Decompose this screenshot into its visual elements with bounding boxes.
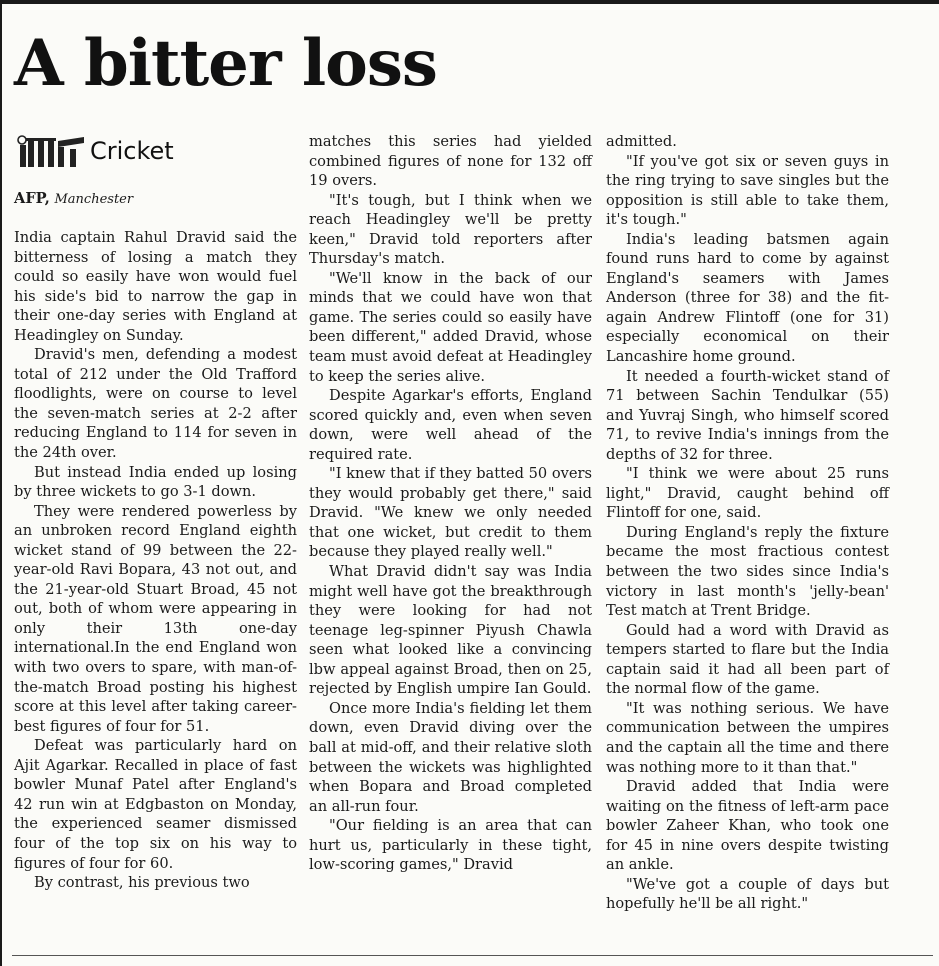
paragraph: "Our fielding is an area that can hurt us, particularly in these tight, low-scoring games," Dravid [309, 817, 592, 874]
paragraph: By contrast, his previous two [34, 874, 250, 892]
paragraph: Gould had a word with Dravid as tempers started to flare but the India captain said it had all been part of the normal flow of the game. [606, 621, 889, 698]
byline [14, 190, 133, 207]
paragraph: "We've got a couple of days but hopefully he'll be all right." [606, 875, 889, 913]
paragraph: They were rendered powerless by an unbroken record England eighth wicket stand of 99 between the 22-year-old Ravi Bopara, 43 not out, and the 21-year-old Stuart Broad, 45 not out, both of whom were appearing in only their 13th one-day international.In the end England won with two overs to spare, with man-of-the-match Broad posting his highest score at this level after taking career-best figures of four for 51. [14, 502, 297, 735]
paragraph: It needed a fourth-wicket stand of 71 between Sachin Tendulkar (55) and Yuvraj Singh, who himself scored 71, to revive India's innings from the depths of 32 for three. [606, 367, 889, 463]
byline-source: AFP, [14, 190, 50, 207]
paragraph: matches this series had yielded combined figures of none for 132 off 19 overs. [309, 133, 592, 190]
paragraph: But instead India ended up losing by three wickets to go 3-1 down. [14, 463, 297, 501]
paragraph: "We'll know in the back of our minds that we could have won that game. The series could so easily have been different," added Dravid, whose team must avoid defeat at Headingley to keep the series alive. [309, 269, 592, 385]
paragraph: Once more India's fielding let them down, even Dravid diving over the ball at mid-off, and their relative sloth between the wickets was highlighted when Bopara and Broad completed an all-run four. [309, 699, 592, 815]
column-3 [606, 132, 889, 914]
paragraph: Dravid's men, defending a modest total of 212 under the Old Trafford floodlights, were on course to level the seven-match series at 2-2 after reducing England to 114 for seven in the 24th over. [14, 346, 297, 462]
column-2 [309, 132, 592, 875]
paragraph: "It was nothing serious. We have communication between the umpires and the captain all the time and there was nothing more to it than that." [606, 699, 889, 776]
paragraph: Dravid added that India were waiting on the fitness of left-arm pace bowler Zaheer Khan, who took one for 45 in nine overs despite twisting an ankle. [606, 778, 889, 874]
column-1-text [14, 228, 297, 893]
paragraph: "If you've got six or seven guys in the ring trying to save singles but the opposition is still able to take them, it's tough." [606, 152, 889, 229]
paragraph: "I knew that if they batted 50 overs they would probably get there," said Dravid. "We knew we only needed that one wicket, but credit to them because they played really well." [309, 465, 592, 561]
paragraph: During England's reply the fixture became the most fractious contest between the two sides since India's victory in last month's 'jelly-bean' Test match at Trent Bridge. [606, 523, 889, 620]
paragraph: India captain Rahul Dravid said the bitterness of losing a match they could so easily have won would fuel his side's bid to narrow the gap in their one-day series with England at Headingley on Sunday. [14, 229, 297, 344]
paragraph: Defeat was particularly hard on Ajit Agarkar. Recalled in place of fast bowler Munaf Patel after England's 42 run win at Edgbaston on Monday, the experienced seamer dismissed four of the top six on his way to figures of four for 60. [14, 737, 297, 872]
paragraph: "It's tough, but I think when we reach Headingley we'll be pretty keen," Dravid told reporters after Thursday's match. [309, 191, 592, 268]
paragraph: India's leading batsmen again found runs hard to come by against England's seamers with James Anderson (three for 38) and the fit-again Andrew Flintoff (one for 31) especially economical on their Lancashire home ground. [606, 230, 889, 366]
bottom-rule [12, 955, 933, 956]
paragraph: Despite Agarkar's efforts, England scored quickly and, even when seven down, were well ahead of the required rate. [309, 387, 592, 463]
section-tag [14, 132, 297, 170]
cricket-stumps-bat-icon [14, 135, 86, 167]
column-1 [14, 132, 297, 892]
byline-place: Manchester [54, 192, 134, 207]
paragraph: What Dravid didn't say was India might well have got the breakthrough they were looking for had not teenage leg-spinner Piyush Chawla seen what looked like a convincing lbw appeal against Broad, then on 25, rejected by English umpire Ian Gould. [309, 563, 592, 698]
top-border-rule [0, 0, 939, 4]
paragraph: "I think we were about 25 runs light," Dravid, caught behind off Flintoff for one, said. [606, 465, 889, 522]
paragraph: admitted. [606, 133, 677, 150]
headline: A bitter loss [14, 26, 437, 101]
left-border-rule [0, 4, 2, 966]
section-label: Cricket [90, 137, 174, 165]
